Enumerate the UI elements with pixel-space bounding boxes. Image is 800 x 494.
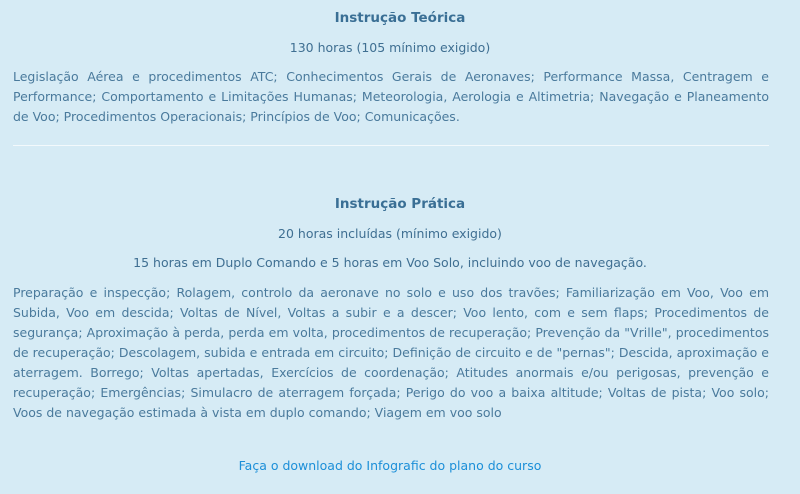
practice-title: Instrução Prática — [334, 196, 466, 212]
practice-breakdown: 15 horas em Duplo Comando e 5 horas em Voo Solo, incluindo voo de navegação. — [133, 255, 647, 270]
theory-hours: 130 horas (105 mínimo exigido) — [289, 40, 491, 55]
theory-topics: Legislação Aérea e procedimentos ATC; Conhecimentos Gerais de Aeronaves; Performance Massa, Centragem e Performance; Comportamento e Limitações Humanas; Meteorologia, Aerologia e Altimetria; Navegação e Planeamento de Voo; Procedimentos Operacionais; Princípios de Voo; Comunicações. — [13, 69, 769, 124]
practice-topics: Preparação e inspecção; Rolagem, controlo da aeronave no solo e uso dos travões; Familiarização em Voo, Voo em Subida, Voo em descida; Voltas de Nível, Voltas a subir e a descer; Voo lento, com e sem flaps; Procedimentos de segurança; Aproximação à perda, perda em volta, procedimentos de recuperação; Prevenção da "Vrille", procedimentos de recuperação; Descolagem, subida e entrada em circuito; Definição de circuito e de "pernas"; Descida, aproximação e aterragem. Borrego; Voltas apertadas, Exercícios de coordenação; Atitudes anormais e/ou perigosas, prevenção e recuperação; Emergências; Simulacro de aterragem forçada; Perigo do voo a baixa altitude; Voltas de pista; Voo solo; Voos de navegação estimada à vista em duplo comando; Viagem em voo solo — [13, 285, 769, 420]
practice-hours: 20 horas incluídas (mínimo exigido) — [278, 226, 502, 241]
section-divider — [13, 145, 769, 146]
download-infographic-link[interactable]: Faça o download do Infografic do plano do curso — [238, 458, 542, 473]
theory-title: Instrução Teórica — [334, 10, 466, 26]
